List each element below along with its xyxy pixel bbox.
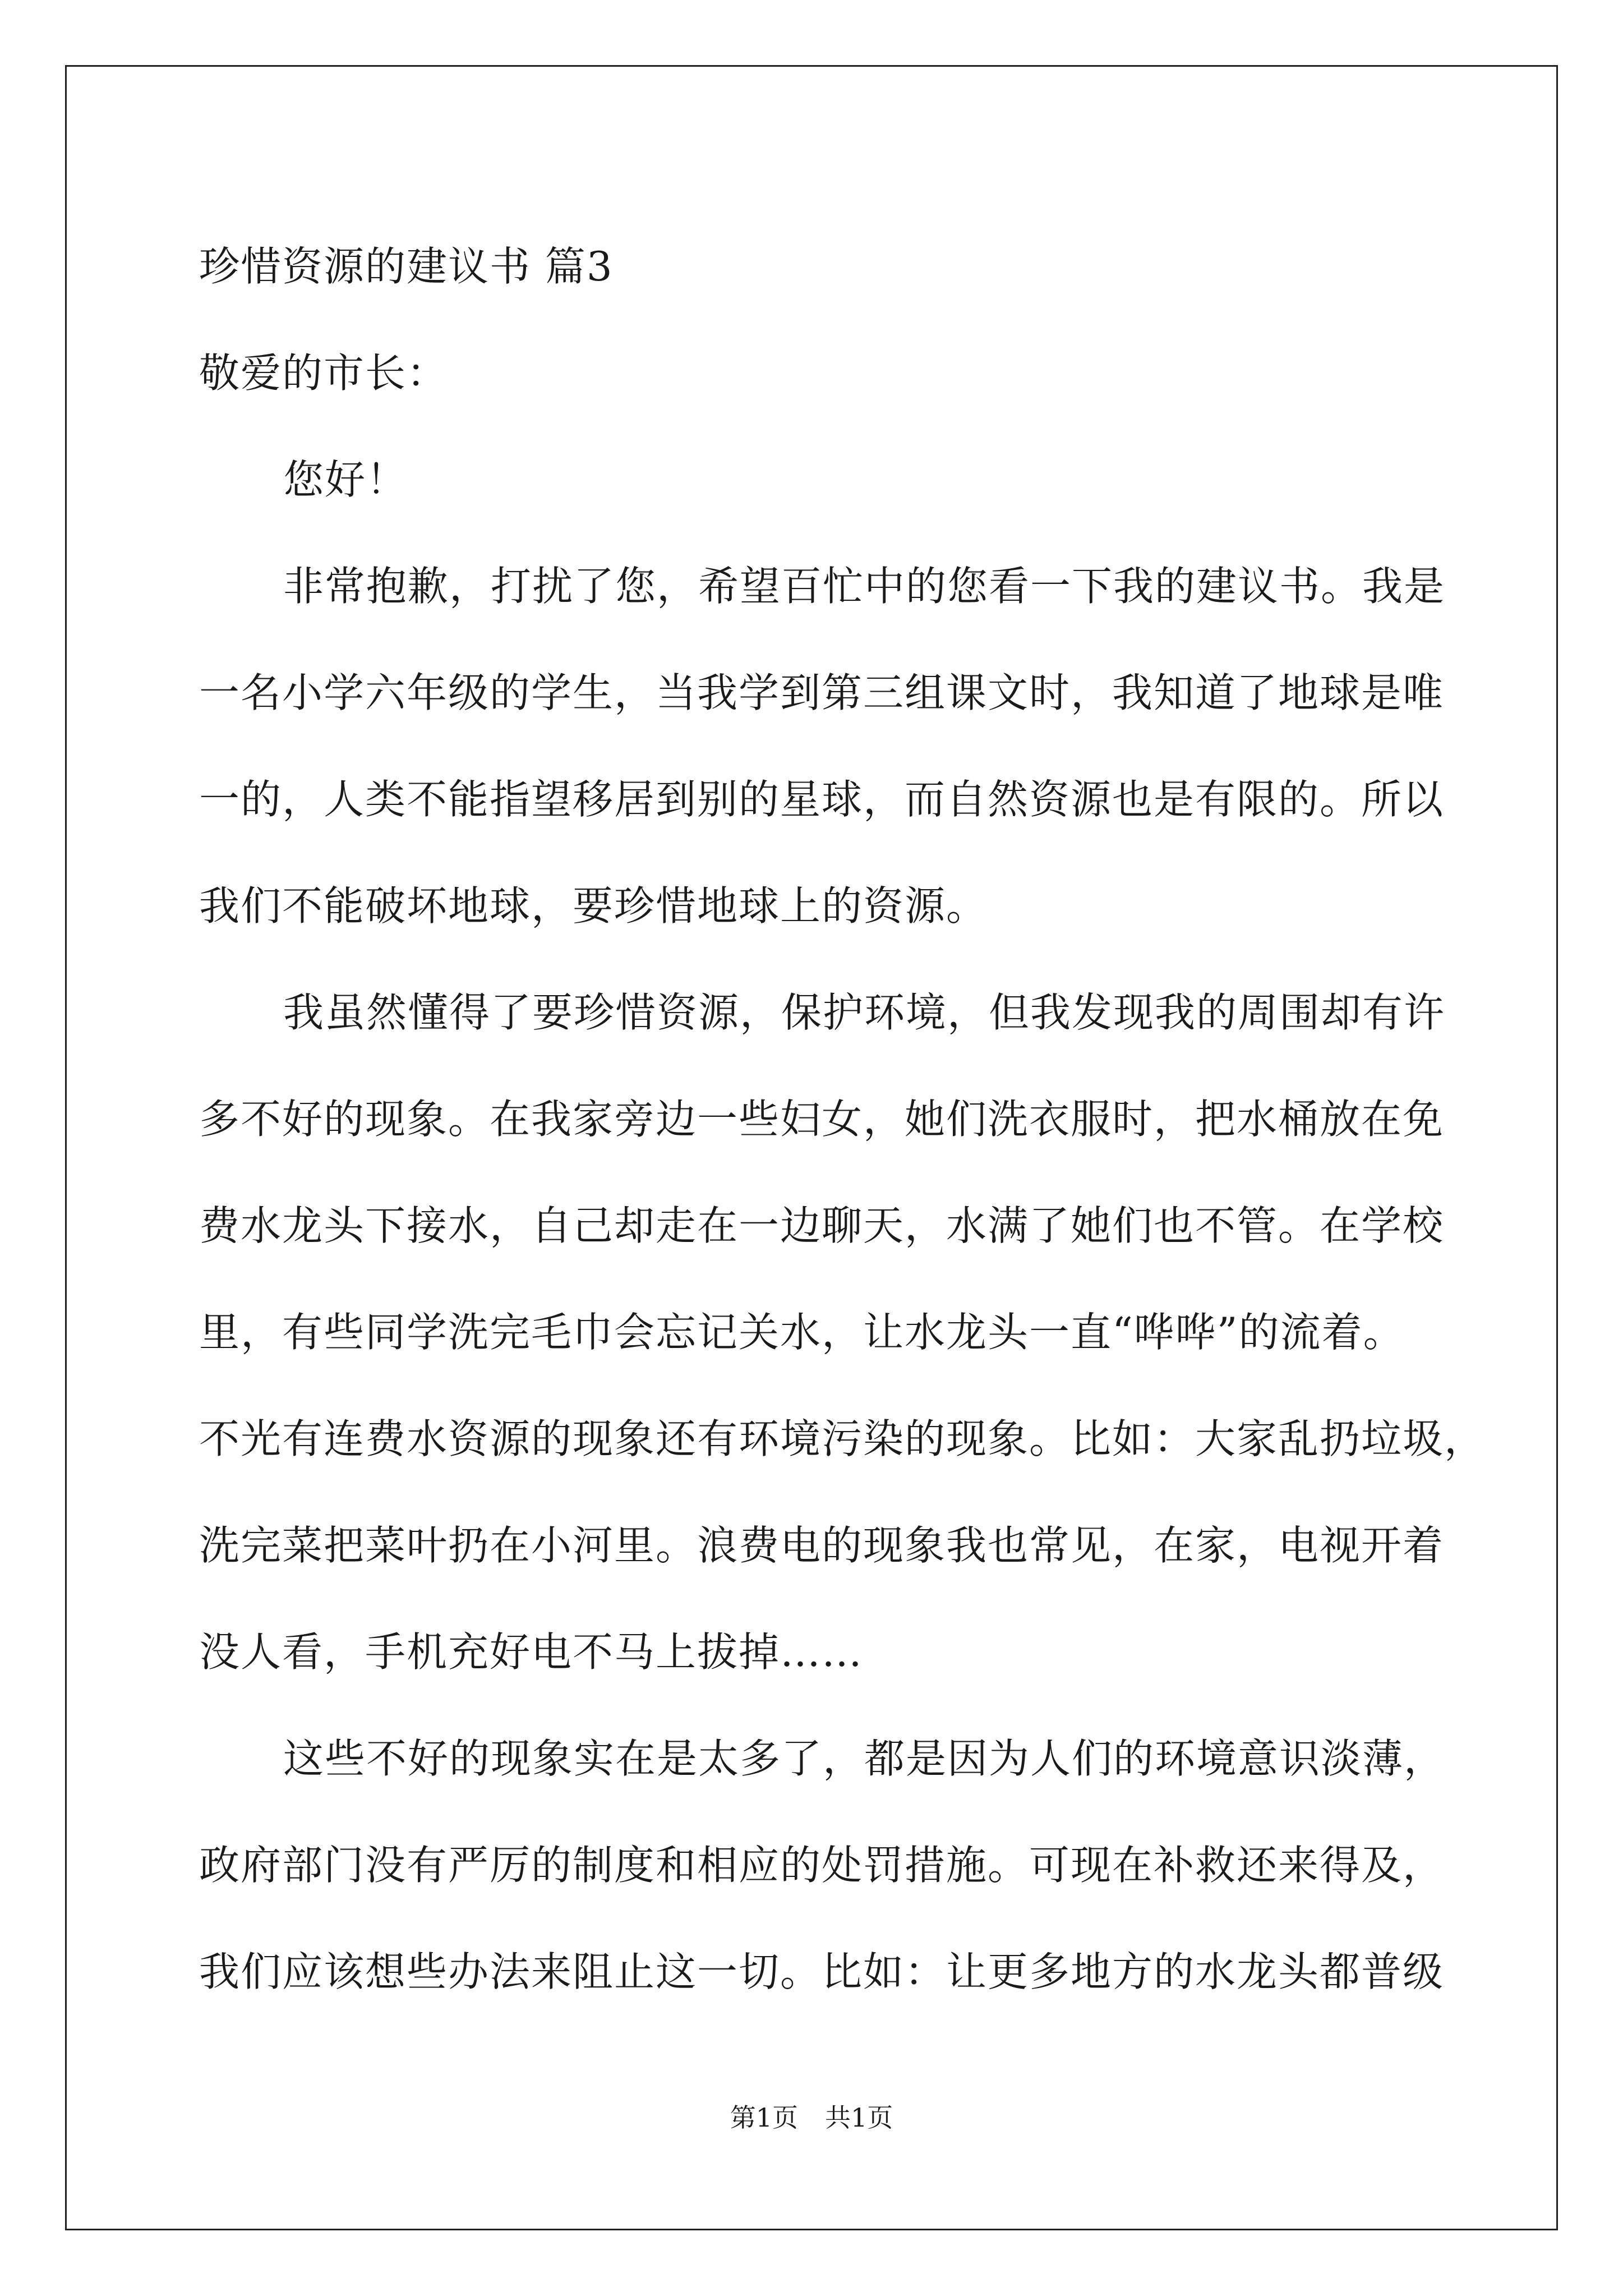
salutation: 敬爱的市长： bbox=[199, 349, 449, 397]
paragraph-line: 我虽然懂得了要珍惜资源，保护环境，但我发现我的周围却有许 bbox=[283, 989, 1446, 1036]
paragraph-line: 这些不好的现象实在是太多了，都是因为人们的环境意识淡薄， bbox=[283, 1735, 1446, 1782]
paragraph-line: 费水龙头下接水，自己却走在一边聊天，水满了她们也不管。在学校 bbox=[199, 1202, 1445, 1249]
paragraph-line: 政府部门没有严厉的制度和相应的处罚措施。可现在补救还来得及， bbox=[199, 1842, 1445, 1889]
paragraph-line: 一的，人类不能指望移居到别的星球，而自然资源也是有限的。所以 bbox=[199, 776, 1445, 823]
document-body bbox=[199, 213, 1486, 2025]
paragraph-line: 不光有连费水资源的现象还有环境污染的现象。比如：大家乱扔垃圾， bbox=[199, 1415, 1486, 1462]
paragraph-line: 非常抱歉，打扰了您，希望百忙中的您看一下我的建议书。我是 bbox=[283, 563, 1446, 610]
paragraph-line: 没人看，手机充好电不马上拔掉…… bbox=[199, 1628, 864, 1676]
paragraph-line: 多不好的现象。在我家旁边一些妇女，她们洗衣服时，把水桶放在免 bbox=[199, 1096, 1445, 1143]
document-title: 珍惜资源的建议书 篇3 bbox=[199, 243, 614, 290]
paragraph-line: 洗完菜把菜叶扔在小河里。浪费电的现象我也常见，在家，电视开着 bbox=[199, 1522, 1445, 1569]
greeting: 您好！ bbox=[283, 456, 408, 503]
paragraph-line: 一名小学六年级的学生，当我学到第三组课文时，我知道了地球是唯 bbox=[199, 669, 1445, 716]
paragraph-line: 我们不能破坏地球，要珍惜地球上的资源。 bbox=[199, 882, 988, 930]
page-number: 第1页 bbox=[730, 2102, 798, 2133]
page-total: 共1页 bbox=[825, 2102, 893, 2133]
paragraph-line: 里，有些同学洗完毛巾会忘记关水，让水龙头一直“哗哗”的流着。 bbox=[199, 1309, 1405, 1356]
paragraph-line: 我们应该想些办法来阻止这一切。比如：让更多地方的水龙头都普级 bbox=[199, 1948, 1445, 1995]
page-footer bbox=[0, 2101, 1623, 2134]
